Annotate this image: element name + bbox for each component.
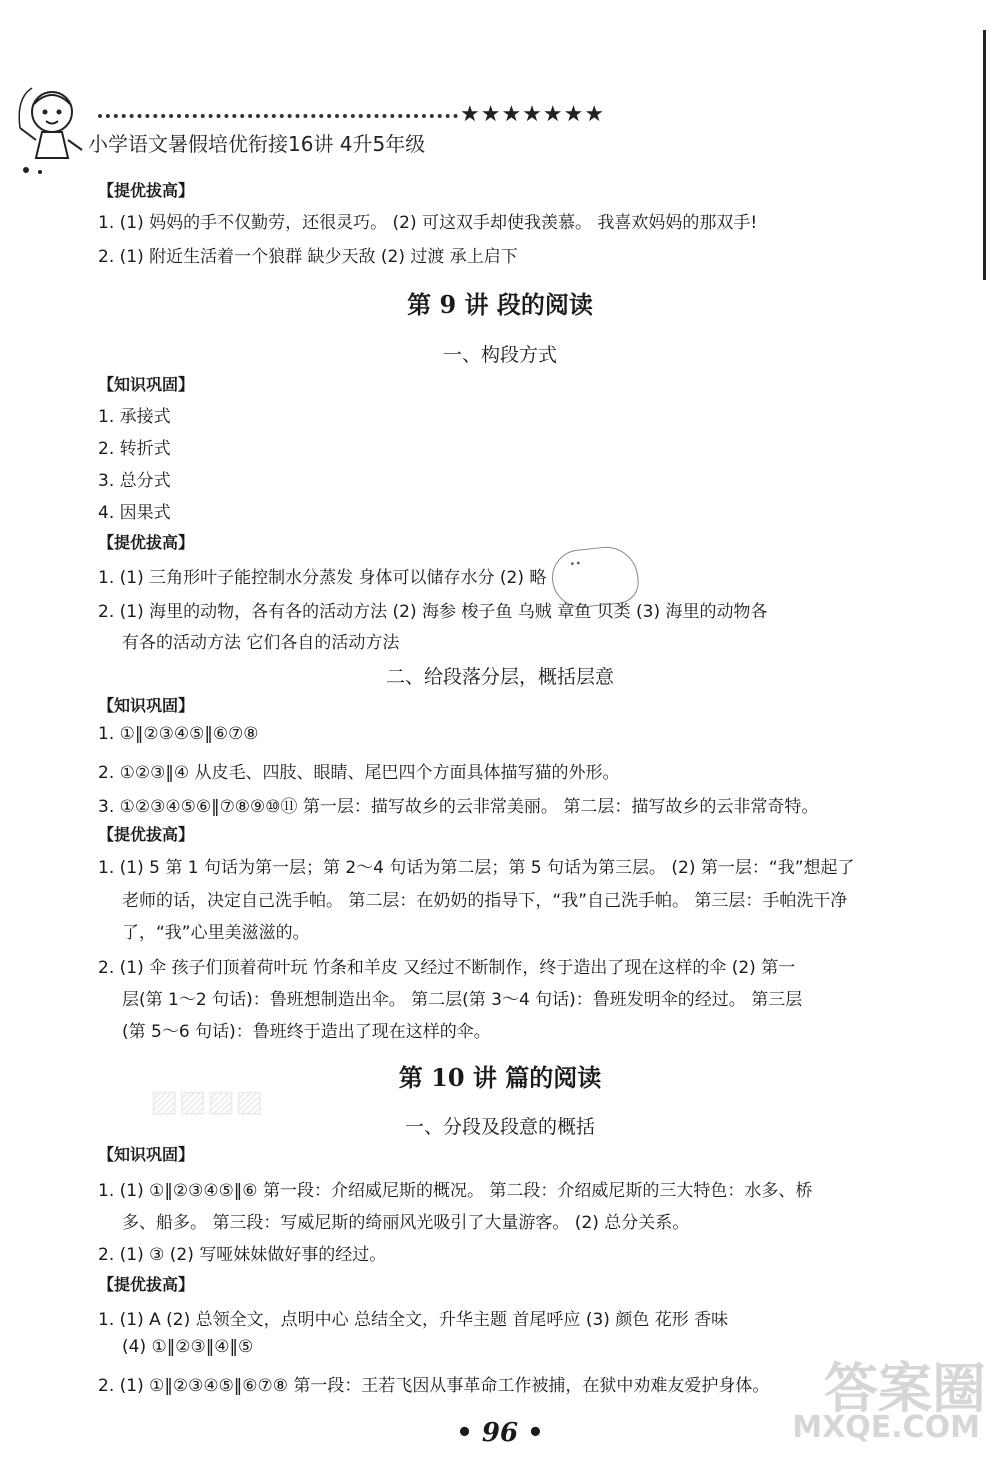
lecture-title: 第 10 讲 篇的阅读 <box>398 1063 602 1092</box>
section-heading: 一、分段及段意的概括 <box>404 1116 595 1138</box>
lecture-title: 第 9 讲 段的阅读 <box>407 290 593 319</box>
answer-line: 1. (1) 5 第 1 句话为第一层；第 2～4 句话为第二层；第 5 句话为第三层。 (2) 第一层：“我”想起了 <box>98 858 855 878</box>
answer-line: 2. ①②③‖④ 从皮毛、四肢、眼睛、尾巴四个方面具体描写猫的外形。 <box>98 763 620 783</box>
answer-line: 层(第 1～2 句话)：鲁班想制造出伞。 第二层(第 3～4 句话)：鲁班发明伞的经过。 第三层 <box>122 990 803 1010</box>
answer-line: 4. 因果式 <box>98 503 171 523</box>
answer-line: 1. 承接式 <box>98 407 171 427</box>
answer-line: 2. (1) 附近生活着一个狼群 缺少天敌 (2) 过渡 承上启下 <box>98 247 518 267</box>
answer-line: 了，“我”心里美滋滋的。 <box>122 923 310 943</box>
answer-line: 3. 总分式 <box>98 471 171 491</box>
answer-line: 1. (1) 妈妈的手不仅勤劳，还很灵巧。 (2) 可这双手却使我羡慕。 我喜欢妈妈的那双手! <box>98 213 758 233</box>
section-tag: 【提优拔高】 <box>98 825 195 844</box>
section-tag: 【知识巩固】 <box>98 1145 195 1164</box>
section-heading: 二、给段落分层，概括层意 <box>385 666 614 688</box>
answer-line: 2. (1) 伞 孩子们顶着荷叶玩 竹条和羊皮 又经过不断制作，终于造出了现在这样的伞 (2) 第一 <box>98 958 796 978</box>
watermark-url: MXQE.COM <box>792 1410 980 1445</box>
answer-line: 2. (1) ③ (2) 写哑妹妹做好事的经过。 <box>98 1245 387 1265</box>
section-tag: 【提优拔高】 <box>98 181 195 200</box>
stamp-text: •• <box>569 558 582 571</box>
star-row: ★★★★★★★ <box>460 102 606 127</box>
answer-line: 3. ①②③④⑤⑥‖⑦⑧⑨⑩⑪ 第一层：描写故乡的云非常美丽。 第二层：描写故乡的云非常奇特。 <box>98 797 819 817</box>
answer-line: 2. 转折式 <box>98 439 171 459</box>
section-tag: 【知识巩固】 <box>98 696 195 715</box>
dotted-divider <box>98 114 458 118</box>
watermark-logo: 答案圈 <box>824 1357 986 1420</box>
section-tag: 【知识巩固】 <box>98 375 195 394</box>
book-title: 小学语文暑假培优衔接16讲 4升5年级 <box>88 132 426 156</box>
answer-line: 2. (1) 海里的动物，各有各的活动方法 (2) 海参 梭子鱼 乌贼 章鱼 贝类 (3) 海里的动物各 <box>98 602 768 622</box>
answer-line: 1. (1) 三角形叶子能控制水分蒸发 身体可以储存水分 (2) 略 <box>98 568 547 588</box>
answer-line: (4) ①‖②③‖④‖⑤ <box>122 1337 254 1357</box>
section-heading: 一、构段方式 <box>442 344 557 366</box>
faded-stamp: ▨▨▨▨ <box>150 1084 264 1119</box>
section-tag: 【提优拔高】 <box>98 1275 195 1294</box>
cartoon-boy-icon <box>12 78 92 178</box>
margin-rule <box>983 30 986 280</box>
answer-line: 2. (1) ①‖②③④⑤‖⑥⑦⑧ 第一段：王若飞因从事革命工作被捕，在狱中劝难友爱护身体。 <box>98 1376 770 1396</box>
answer-line: 1. (1) ①‖②③④⑤‖⑥ 第一段：介绍威尼斯的概况。 第二段：介绍威尼斯的三大特色：水多、桥 <box>98 1181 813 1201</box>
answer-line: 1. ①‖②③④⑤‖⑥⑦⑧ <box>98 724 259 744</box>
answer-line: 老师的话，决定自己洗手帕。 第二层：在奶奶的指导下，“我”自己洗手帕。 第三层：手帕洗干净 <box>122 891 848 911</box>
page-header <box>12 78 612 188</box>
answer-line: 多、船多。 第三段：写威尼斯的绮丽风光吸引了大量游客。 (2) 总分关系。 <box>122 1213 690 1233</box>
section-tag: 【提优拔高】 <box>98 533 195 552</box>
answer-line: 1. (1) A (2) 总领全文，点明中心 总结全文，升华主题 首尾呼应 (3) 颜色 花形 香味 <box>98 1310 729 1330</box>
answer-line: (第 5～6 句话)：鲁班终于造出了现在这样的伞。 <box>122 1022 491 1042</box>
page-number: • 96 • <box>456 1418 544 1448</box>
answer-line: 有各的活动方法 它们各自的活动方法 <box>122 633 400 653</box>
